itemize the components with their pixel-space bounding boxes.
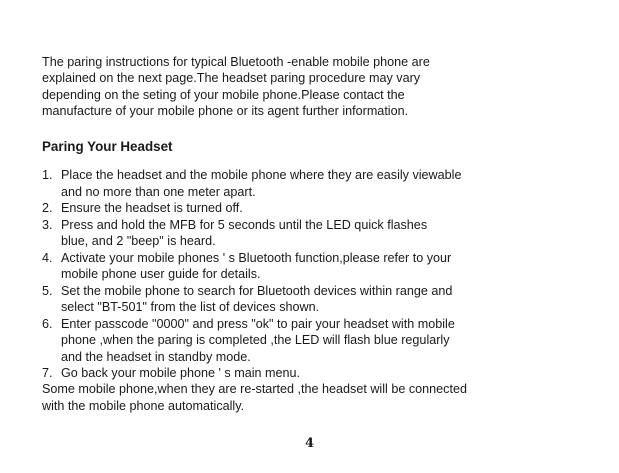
step-item [42, 283, 602, 316]
step-line: phone ,when the paring is completed ,the LED will flash blue regularly [61, 333, 450, 347]
step-line: and the headset in standby mode. [61, 349, 251, 364]
step-line: Set the mobile phone to search for Bluetooth devices within range and [61, 283, 453, 298]
step-line: Ensure the headset is turned off. [61, 201, 243, 215]
step-item [42, 217, 602, 250]
closing-line: with the mobile phone automatically. [42, 398, 245, 413]
pairing-steps-list [42, 167, 602, 382]
step-number: 2. [42, 201, 53, 215]
intro-line: The paring instructions for typical Bluetooth -enable mobile phone are [42, 55, 430, 69]
step-line: Press and hold the MFB for 5 seconds until the LED quick flashes [61, 217, 428, 232]
step-line: blue, and 2 "beep" is heard. [61, 234, 216, 248]
step-line: Enter passcode "0000" and press "ok" to pair your headset with mobile [61, 316, 455, 331]
section-heading: Paring Your Headset [42, 139, 173, 154]
step-line: Activate your mobile phones ' s Bluetooth function,please refer to your [61, 250, 452, 265]
intro-line: manufacture of your mobile phone or its agent further information. [42, 104, 409, 119]
step-item [42, 200, 602, 217]
step-number: 4. [42, 250, 53, 265]
step-number: 7. [42, 366, 53, 380]
closing-paragraph [42, 381, 612, 414]
page-number: 4 [304, 436, 315, 451]
intro-paragraph [42, 54, 582, 120]
step-number: 6. [42, 316, 53, 331]
intro-line: depending on the seting of your mobile phone.Please contact the [42, 87, 405, 102]
intro-line: explained on the next page.The headset paring procedure may vary [42, 71, 421, 86]
step-line: select "BT-501" from the list of devices shown. [61, 300, 320, 314]
step-number: 3. [42, 217, 53, 232]
step-number: 5. [42, 283, 53, 298]
step-line: Go back your mobile phone ' s main menu. [61, 366, 301, 380]
step-item [42, 167, 602, 200]
step-line: mobile phone user guide for details. [61, 267, 261, 281]
step-item [42, 365, 602, 382]
closing-line: Some mobile phone,when they are re-started ,the headset will be connected [42, 382, 467, 396]
step-item [42, 316, 602, 366]
step-line: and no more than one meter apart. [61, 184, 256, 199]
step-item [42, 250, 602, 283]
step-line: Place the headset and the mobile phone where they are easily viewable [61, 168, 462, 182]
step-number: 1. [42, 168, 53, 182]
